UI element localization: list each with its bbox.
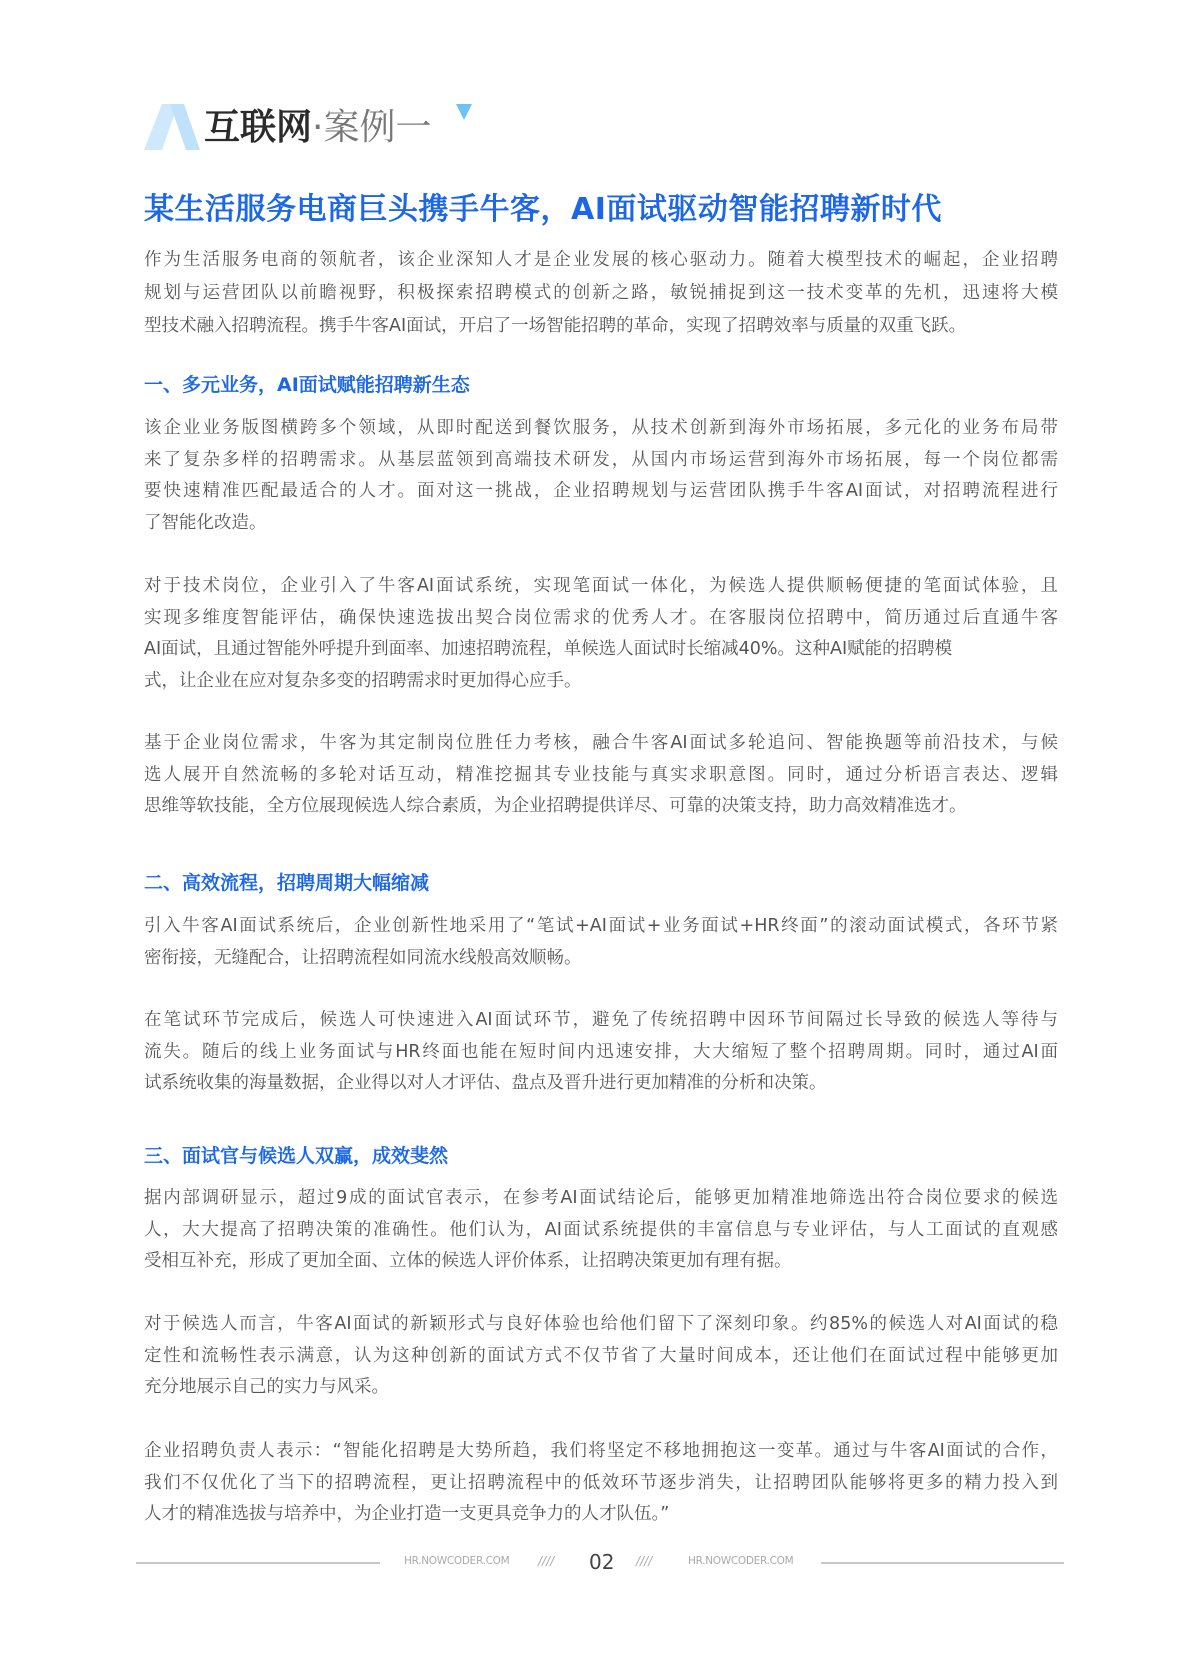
text-line: 人，大大提高了招聘决策的准确性。他们认为，AI面试系统提供的丰富信息与专业评估，与人工面试的直观感 [144,1219,1058,1240]
text-line: 作为生活服务电商的领航者，该企业深知人才是企业发展的核心驱动力。随着大模型技术的崛起，企业招聘 [144,250,1058,270]
triangle-icon [456,104,472,120]
section-heading-2: 二、高效流程，招聘周期大幅缩减 [144,872,430,894]
separator: · [312,107,324,148]
text-line: 实现多维度智能评估，确保快速选拔出契合岗位需求的优秀人才。在客服岗位招聘中，简历通过后直通牛客 [144,607,1058,628]
text-line: 型技术融入招聘流程。携手牛客AI面试，开启了一场智能招聘的革命，实现了招聘效率与质量的双重飞跃。 [144,316,967,336]
page-footer [136,1550,1064,1574]
text-line: 引入牛客AI面试系统后，企业创新性地采用了“笔试+AI面试+业务面试+HR终面”的滚动面试模式，各环节紧 [144,916,1058,936]
logo-a-icon [144,104,204,150]
page-title: 某生活服务电商巨头携手牛客，AI面试驱动智能招聘新时代 [144,192,942,227]
text-line: 企业招聘负责人表示：“智能化招聘是大势所趋，我们将坚定不移地拥抱这一变革。通过与牛客AI面试的合作， [144,1441,1058,1461]
text-line: 流失。随后的线上业务面试与HR终面也能在短时间内迅速安排，大大缩短了整个招聘周期。同时，通过AI面 [144,1041,1058,1062]
paragraph [144,413,1058,539]
text-line: 了智能化改造。 [144,512,267,533]
footer-url-right: HR.NOWCODER.COM [688,1555,794,1567]
section-heading-1: 一、多元业务，AI面试赋能招聘新生态 [144,374,470,396]
text-line: 来了复杂多样的招聘需求。从基层蓝领到高端技术研发，从国内市场运营到海外市场拓展，每一个岗位都需 [144,449,1058,470]
footer-slashes-left: //// [538,1554,555,1568]
text-line: 据内部调研显示，超过9成的面试官表示，在参考AI面试结论后，能够更加精准地筛选出符合岗位要求的候选 [144,1188,1058,1208]
intro-paragraph [144,244,1058,343]
paragraph [144,911,1058,974]
text-line: 密衔接，无缝配合，让招聘流程如同流水线般高效顺畅。 [144,947,582,968]
paragraph [144,571,1058,697]
text-line: 对于候选人而言，牛客AI面试的新颖形式与良好体验也给他们留下了深刻印象。约85%的候选人对AI面试的稳 [144,1314,1058,1334]
text-line: 选人展开自然流畅的多轮对话互动，精准挖掘其专业技能与真实求职意图。同时，通过分析语言表达、逻辑 [144,764,1058,785]
text-line: 受相互补充，形成了更加全面、立体的候选人评价体系，让招聘决策更加有理有据。 [144,1251,792,1271]
footer-slashes-right: //// [636,1554,653,1568]
text-line: 充分地展示自己的实力与风采。 [144,1377,389,1397]
text-line: AI面试，且通过智能外呼提升到面率、加速招聘流程，单候选人面试时长缩减40%。这种AI赋能的招聘模 [144,639,953,659]
page-number: 02 [589,1550,615,1574]
footer-url-left: HR.NOWCODER.COM [404,1555,510,1567]
footer-divider [821,1562,1064,1564]
text-line: 式，让企业在应对复杂多变的招聘需求时更加得心应手。 [144,670,582,691]
text-line: 我们不仅优化了当下的招聘流程，更让招聘流程中的低效环节逐步消失，让招聘团队能够将更多的精力投入到 [144,1472,1058,1493]
text-line: 要快速精准匹配最适合的人才。面对这一挑战，企业招聘规划与运营团队携手牛客AI面试，对招聘流程进行 [144,481,1058,501]
paragraph [144,1005,1058,1100]
category-label: 互联网 [204,107,313,148]
footer-divider [136,1562,380,1564]
paragraph [144,728,1058,823]
text-line: 规划与运营团队以前瞻视野，积极探索招聘模式的创新之路，敏锐捕捉到这一技术变革的先机，迅速将大模 [144,283,1058,303]
section-logo [144,100,484,152]
text-line: 定性和流畅性表示满意，认为这种创新的面试方式不仅节省了大量时间成本，还让他们在面试过程中能够更加 [144,1345,1058,1366]
text-line: 对于技术岗位，企业引入了牛客AI面试系统，实现笔面试一体化，为候选人提供顺畅便捷的笔面试体验，且 [144,576,1058,596]
section-heading-3: 三、面试官与候选人双赢，成效斐然 [144,1145,449,1167]
paragraph [144,1436,1058,1531]
text-line: 试系统收集的海量数据，企业得以对人才评估、盘点及晋升进行更加精准的分析和决策。 [144,1073,827,1093]
section-label [204,106,431,150]
paragraph [144,1309,1058,1404]
text-line: 该企业业务版图横跨多个领域，从即时配送到餐饮服务，从技术创新到海外市场拓展，多元化的业务布局带 [144,418,1058,438]
text-line: 人才的精准选拔与培养中，为企业打造一支更具竞争力的人才队伍。” [144,1504,670,1524]
text-line: 基于企业岗位需求，牛客为其定制岗位胜任力考核，融合牛客AI面试多轮追问、智能换题等前沿技术，与候 [144,733,1058,753]
text-line: 在笔试环节完成后，候选人可快速进入AI面试环节，避免了传统招聘中因环节间隔过长导致的候选人等待与 [144,1010,1058,1030]
case-label: 案例一 [323,107,432,148]
text-line: 思维等软技能，全方位展现候选人综合素质，为企业招聘提供详尽、可靠的决策支持，助力高效精准选才。 [144,796,967,816]
paragraph [144,1183,1058,1278]
